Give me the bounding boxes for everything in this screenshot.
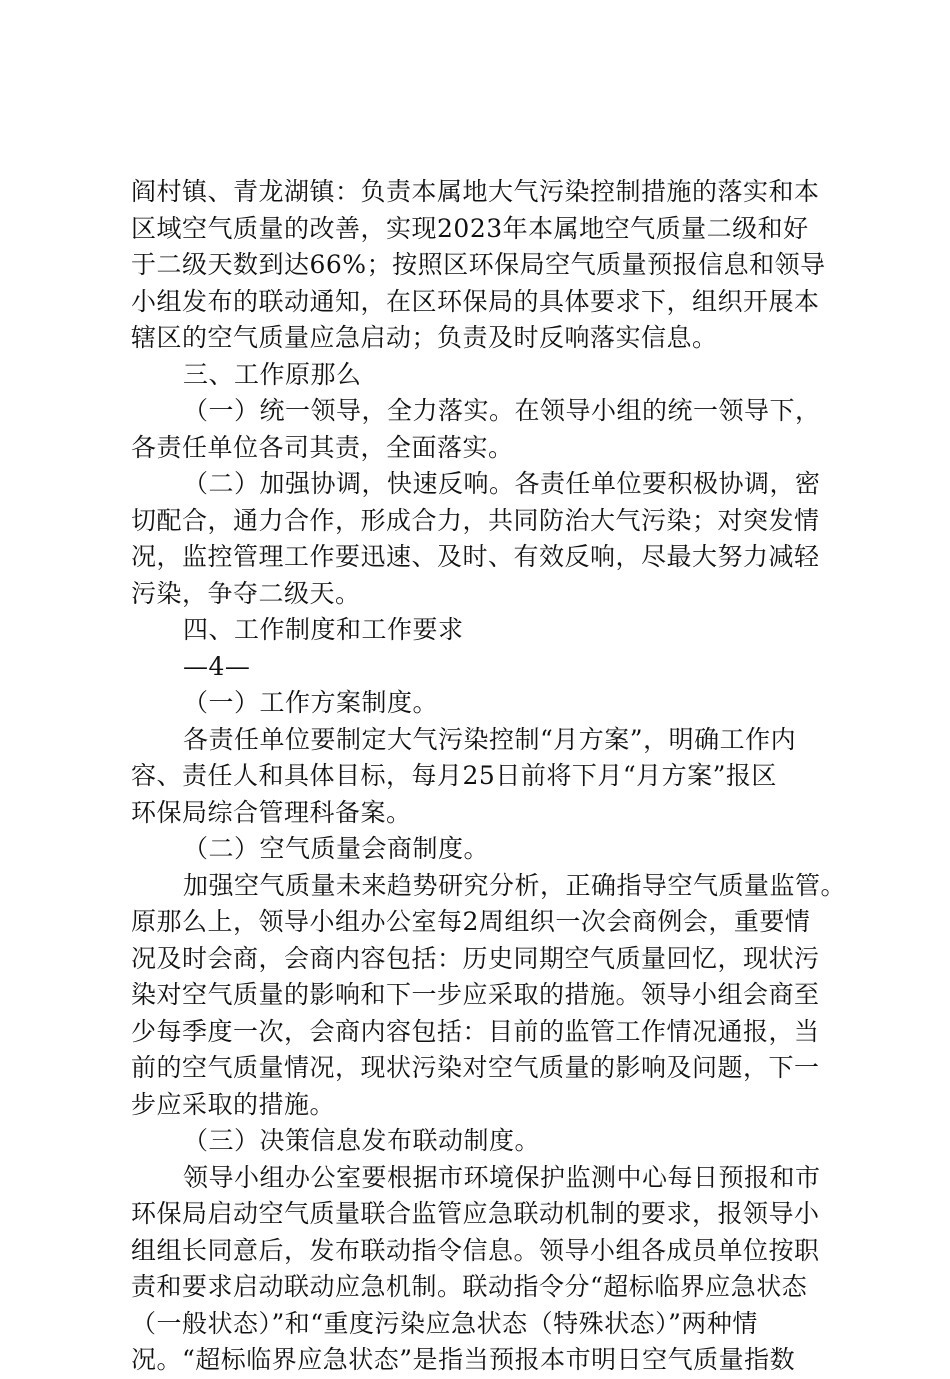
document-body — [131, 174, 851, 1379]
body-line: 前的空气质量情况，现状污染对空气质量的影响及问题，下一 — [131, 1053, 820, 1082]
body-line: 组组长同意后，发布联动指令信息。领导小组各成员单位按职 — [131, 1235, 820, 1265]
body-line: 环保局启动空气质量联合监管应急联动机制的要求，报领导小 — [131, 1199, 820, 1228]
subsection-heading: （一）统一领导，全力落实。在领导小组的统一领导下， — [183, 396, 821, 425]
subsection-heading: （二）空气质量会商制度。 — [183, 834, 490, 863]
body-line: 污染，争夺二级天。 — [131, 578, 361, 608]
body-line: （一般状态）”和“重度污染应急状态（特殊状态）”两种情 — [131, 1308, 758, 1338]
body-line: 小组发布的联动通知，在区环保局的具体要求下，组织开展本 — [131, 286, 820, 316]
body-line: 加强空气质量未来趋势研究分析，正确指导空气质量监管。 — [183, 870, 847, 900]
body-line: 原那么上，领导小组办公室每2周组织一次会商例会，重要情 — [131, 907, 811, 936]
body-line: 责和要求启动联动应急机制。联动指令分“超标临界应急状态 — [131, 1272, 808, 1301]
body-line: 于二级天数到达66%；按照区环保局空气质量预报信息和领导 — [131, 250, 826, 279]
body-line: 染对空气质量的影响和下一步应采取的措施。领导小组会商至 — [131, 980, 820, 1009]
body-line: 况。“超标临界应急状态”是指当预报本市明日空气质量指数 — [131, 1345, 796, 1374]
body-line: 切配合，通力合作，形成合力，共同防治大气污染；对突发情 — [131, 505, 820, 535]
subsection-heading: （二）加强协调，快速反响。各责任单位要积极协调，密 — [183, 469, 821, 498]
body-line: 各责任单位要制定大气污染控制“月方案”，明确工作内 — [183, 724, 797, 754]
body-line: 辖区的空气质量应急启动；负责及时反响落实信息。 — [131, 323, 718, 352]
body-line: 各责任单位各司其责，全面落实。 — [131, 432, 514, 462]
body-line: 容、责任人和具体目标，每月25日前将下月“月方案”报区 — [131, 761, 777, 790]
section-heading: 四、工作制度和工作要求 — [183, 615, 464, 644]
body-line: 阎村镇、青龙湖镇：负责本属地大气污染控制措施的落实和本 — [131, 177, 820, 206]
subsection-heading: （一）工作方案制度。 — [183, 688, 439, 717]
body-line: 区域空气质量的改善，实现2023年本属地空气质量二级和好 — [131, 213, 809, 243]
page-number: —4— — [183, 651, 251, 681]
body-line: 少每季度一次，会商内容包括：目前的监管工作情况通报，当 — [131, 1016, 820, 1046]
body-line: 况及时会商，会商内容包括：历史同期空气质量回忆，现状污 — [131, 943, 820, 973]
body-line: 况，监控管理工作要迅速、及时、有效反响，尽最大努力减轻 — [131, 542, 820, 571]
subsection-heading: （三）决策信息发布联动制度。 — [183, 1126, 541, 1155]
body-line: 步应采取的措施。 — [131, 1089, 336, 1119]
body-line: 环保局综合管理科备案。 — [131, 797, 412, 827]
body-line: 领导小组办公室要根据市环境保护监测中心每日预报和市 — [183, 1162, 821, 1192]
section-heading: 三、工作原那么 — [183, 359, 362, 389]
